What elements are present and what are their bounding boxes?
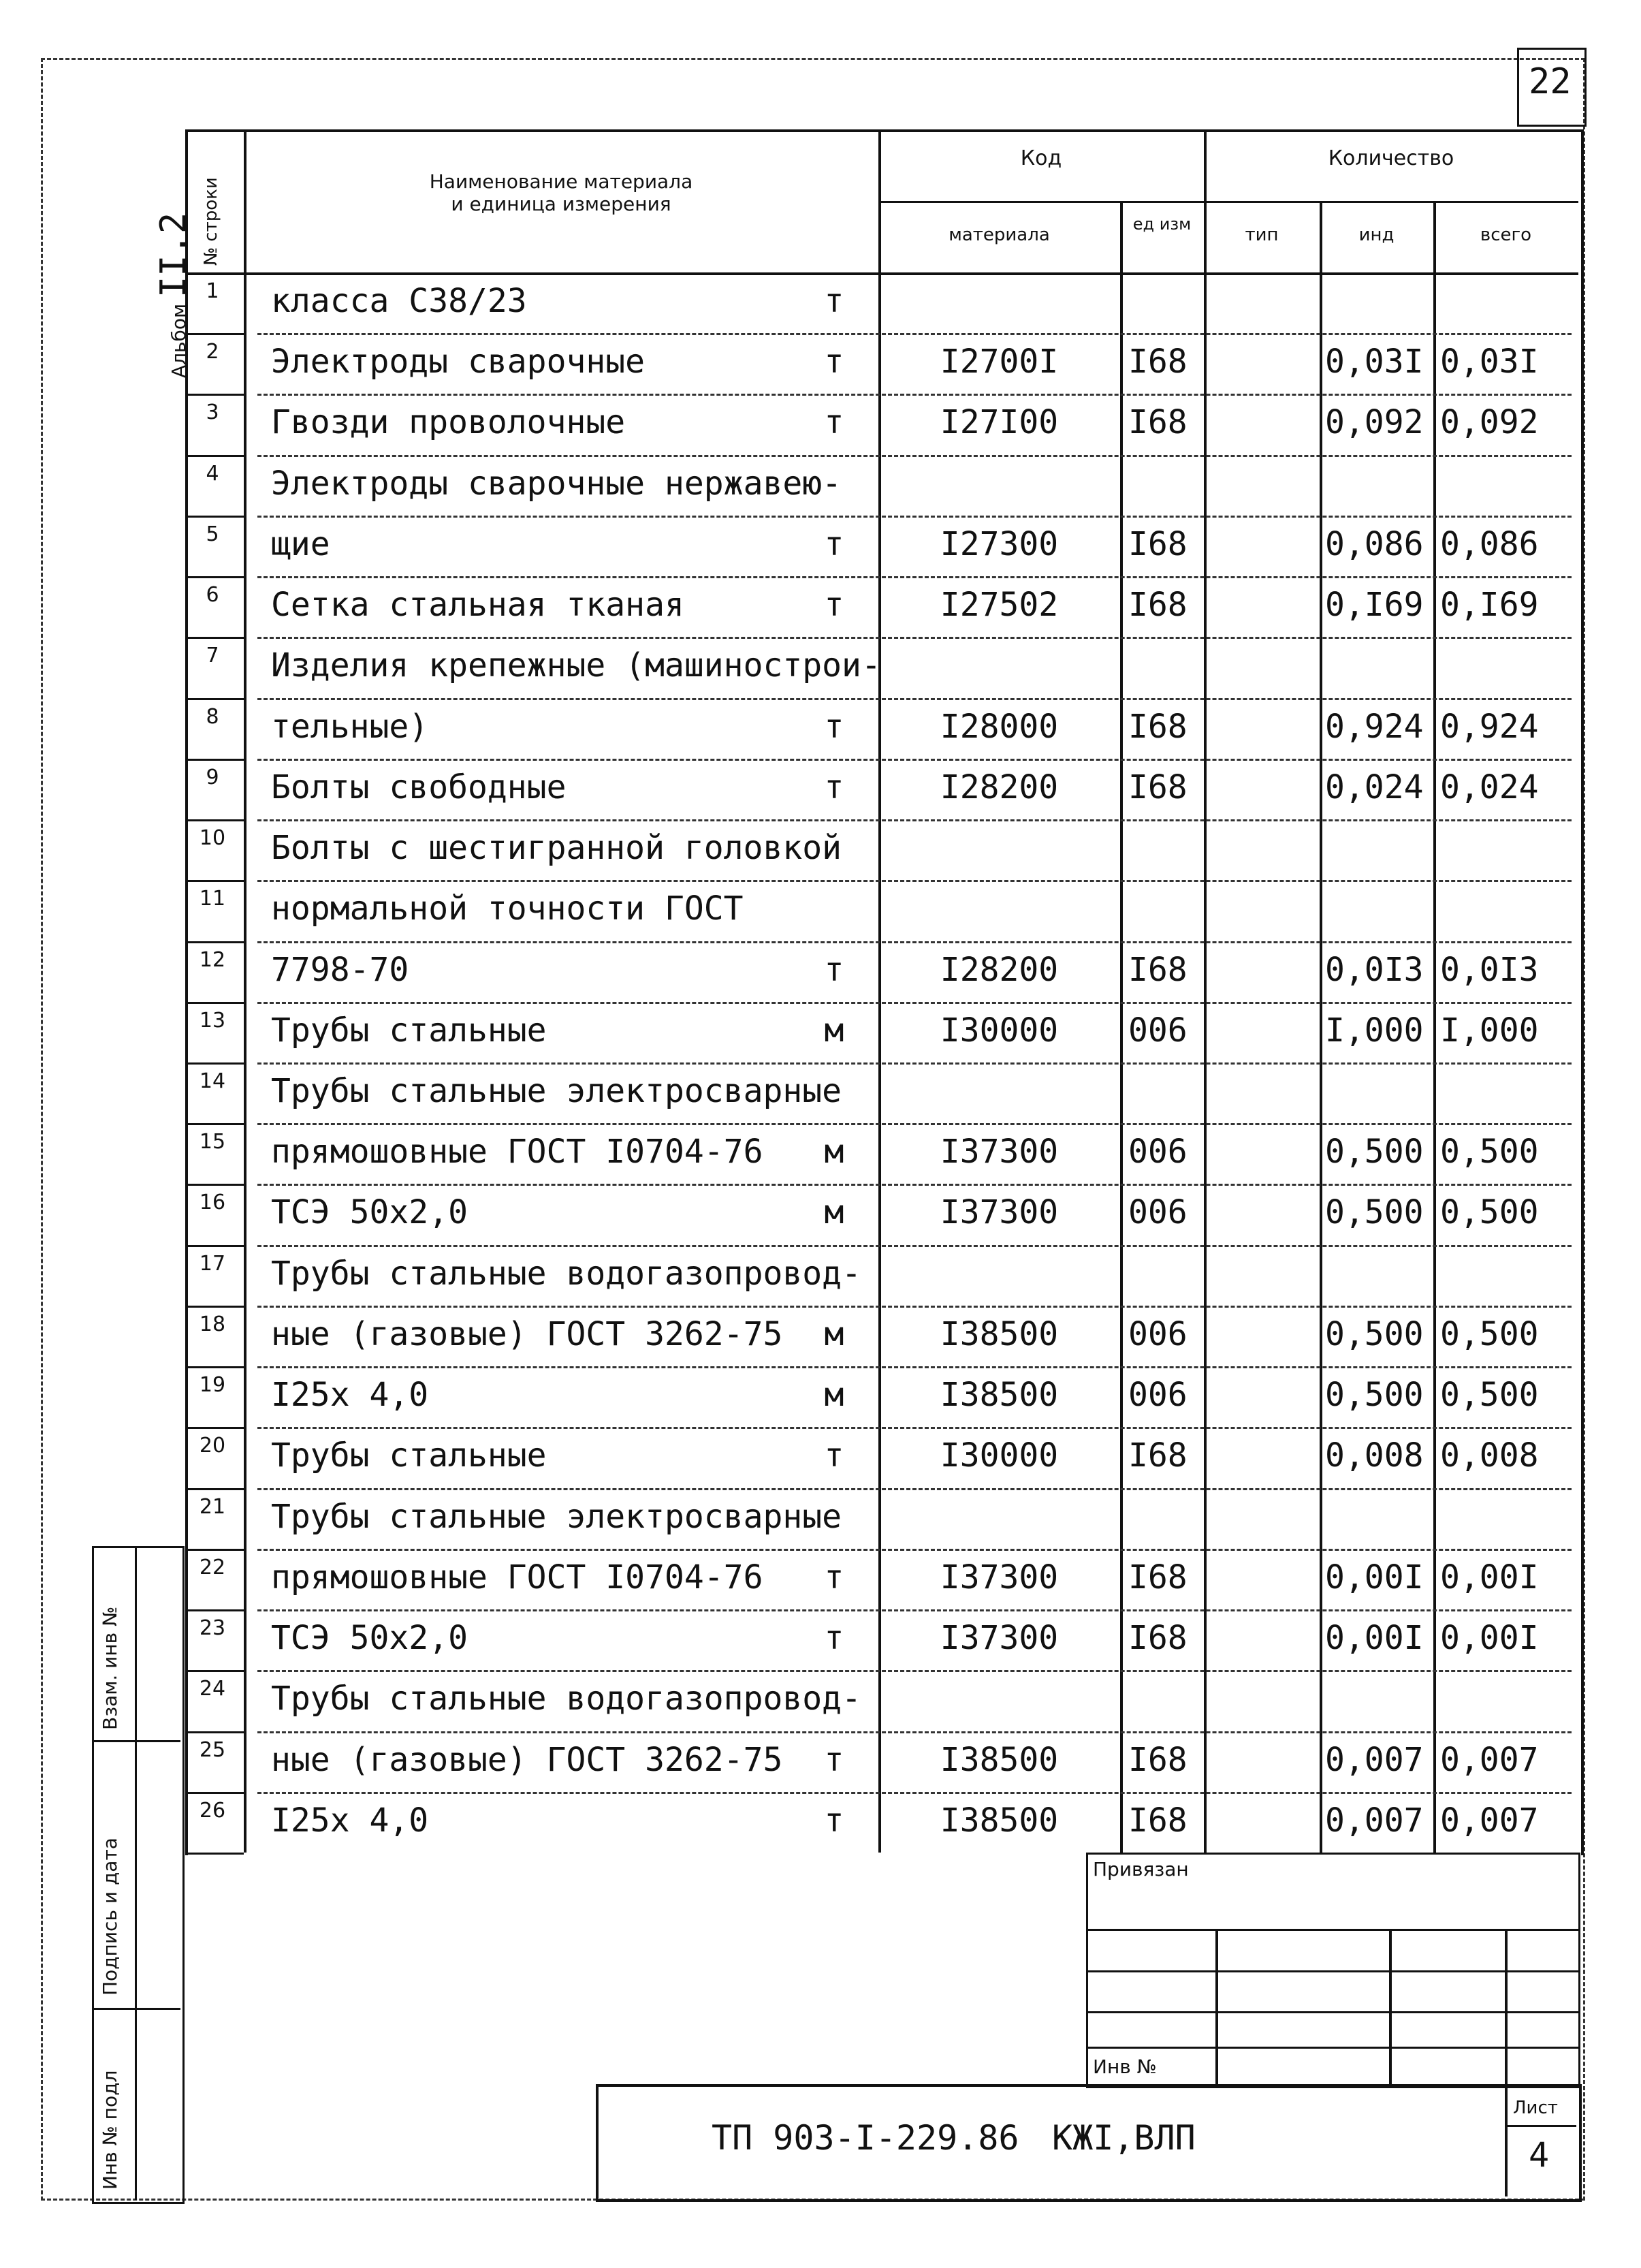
row-material-code: I38500: [940, 1376, 1059, 1415]
row-number: 2: [206, 340, 219, 364]
row-material-code: I38500: [940, 1801, 1059, 1840]
row-unit: т: [824, 403, 844, 442]
row-number: 25: [199, 1737, 226, 1762]
row-line: [257, 1609, 1572, 1611]
row-number: 20: [199, 1434, 226, 1458]
header-quantity: Количество: [1328, 146, 1454, 170]
row-name: Сетка стальная тканая: [271, 586, 684, 625]
row-name: прямошовные ГОСТ I0704-76: [271, 1558, 763, 1596]
row-material-code: I27502: [940, 586, 1059, 625]
row-unit: т: [824, 1558, 844, 1596]
row-line: [185, 1306, 244, 1308]
row-unit: м: [824, 1376, 844, 1415]
stamp-line: [1505, 1929, 1508, 2084]
row-line: [257, 1062, 1572, 1065]
row-line: [185, 394, 244, 396]
header-type: тип: [1245, 225, 1279, 245]
row-total-qty: 0,092: [1440, 403, 1539, 442]
row-material-code: I38500: [940, 1314, 1059, 1353]
row-unit-code: I68: [1128, 586, 1188, 625]
row-unit: м: [824, 1193, 844, 1232]
row-unit: т: [824, 343, 844, 381]
sheet-number: 4: [1529, 2135, 1550, 2175]
row-ind-qty: 0,008: [1325, 1436, 1424, 1475]
album-number: II.2: [153, 212, 194, 298]
row-number: 18: [199, 1312, 226, 1336]
row-number: 15: [199, 1130, 226, 1154]
row-name: Электроды сварочные: [271, 343, 646, 381]
column-line: [244, 129, 246, 1853]
row-line: [257, 819, 1572, 821]
row-name: Трубы стальные водогазопровод-: [271, 1680, 861, 1718]
row-ind-qty: 0,007: [1325, 1801, 1424, 1840]
row-line: [257, 576, 1572, 578]
row-line: [257, 333, 1572, 335]
header-name: Наименование материала и единица измерения: [429, 170, 693, 215]
row-line: [185, 1792, 244, 1794]
row-total-qty: 0,0I3: [1440, 950, 1539, 989]
column-line: [1320, 201, 1322, 1853]
row-line: [185, 516, 244, 518]
column-line: [1120, 201, 1123, 1853]
row-line: [257, 1123, 1572, 1125]
row-unit: т: [824, 768, 844, 806]
row-unit-code: 006: [1128, 1314, 1188, 1353]
row-material-code: I38500: [940, 1740, 1059, 1779]
sheet-label: Лист: [1513, 2098, 1558, 2118]
row-ind-qty: 0,092: [1325, 403, 1424, 442]
row-unit: т: [824, 950, 844, 989]
row-line: [257, 455, 1572, 457]
title-divider: [1505, 2084, 1508, 2196]
row-unit: т: [824, 586, 844, 625]
row-ind-qty: 0,I69: [1325, 586, 1424, 625]
row-line: [185, 1670, 244, 1672]
row-material-code: I30000: [940, 1436, 1059, 1475]
row-unit-code: I68: [1128, 1740, 1188, 1779]
row-total-qty: 0,007: [1440, 1740, 1539, 1779]
row-material-code: I37300: [940, 1619, 1059, 1658]
row-material-code: I37300: [940, 1193, 1059, 1232]
row-name: тельные): [271, 707, 429, 746]
row-total-qty: I,000: [1440, 1011, 1539, 1050]
row-name: прямошовные ГОСТ I0704-76: [271, 1133, 763, 1171]
row-line: [185, 1062, 244, 1065]
row-total-qty: 0,500: [1440, 1376, 1539, 1415]
row-unit: м: [824, 1011, 844, 1050]
row-total-qty: 0,03I: [1440, 343, 1539, 381]
row-ind-qty: 0,00I: [1325, 1619, 1424, 1658]
row-unit-code: I68: [1128, 1619, 1188, 1658]
row-material-code: I37300: [940, 1133, 1059, 1171]
row-line: [185, 1427, 244, 1429]
row-number: 22: [199, 1555, 226, 1579]
row-line: [257, 941, 1572, 943]
row-line: [257, 1488, 1572, 1490]
row-unit-code: 006: [1128, 1011, 1188, 1050]
row-total-qty: 0,024: [1440, 768, 1539, 806]
row-number: 14: [199, 1069, 226, 1093]
row-name: Болты с шестигранной головкой: [271, 829, 842, 868]
inv-no-label: Инв №: [1093, 2056, 1157, 2078]
side-stamp-line: [92, 2008, 180, 2010]
row-name: Трубы стальные электросварные: [271, 1497, 842, 1536]
row-line: [185, 759, 244, 761]
row-name: щие: [271, 524, 330, 563]
podpis-label: Подпись и дата: [99, 1838, 121, 1996]
row-line: [185, 1609, 244, 1611]
side-stamp-line: [135, 1546, 137, 2200]
inv-podl-label: Инв № подл: [99, 2070, 121, 2190]
row-unit: т: [824, 1740, 844, 1779]
row-total-qty: 0,924: [1440, 707, 1539, 746]
row-name: ные (газовые) ГОСТ 3262-75: [271, 1314, 783, 1353]
stamp-line: [1215, 1929, 1218, 2084]
row-number: 8: [206, 704, 219, 729]
row-material-code: I30000: [940, 1011, 1059, 1050]
row-unit-code: I68: [1128, 1436, 1188, 1475]
row-name: Электроды сварочные нержавею-: [271, 464, 842, 503]
row-number: 24: [199, 1677, 226, 1701]
row-unit: т: [824, 1801, 844, 1840]
row-line: [257, 516, 1572, 518]
row-unit-code: I68: [1128, 768, 1188, 806]
row-line: [257, 1549, 1572, 1551]
row-line: [257, 637, 1572, 639]
header-code: Код: [1020, 146, 1062, 170]
row-name: ные (газовые) ГОСТ 3262-75: [271, 1740, 783, 1779]
row-name: 7798-70: [271, 950, 409, 989]
row-number: 4: [206, 461, 219, 486]
row-unit: т: [824, 282, 844, 320]
row-name: нормальной точности ГОСТ: [271, 889, 744, 928]
row-unit-code: I68: [1128, 524, 1188, 563]
row-number: 1: [206, 279, 219, 303]
row-unit: т: [824, 1619, 844, 1658]
row-unit: м: [824, 1314, 844, 1353]
row-line: [185, 1853, 244, 1855]
row-line: [185, 1002, 244, 1004]
row-unit: м: [824, 1133, 844, 1171]
header-line: [878, 201, 1578, 203]
row-name: класса С38/23: [271, 282, 527, 320]
row-line: [185, 880, 244, 882]
row-line: [185, 819, 244, 821]
doc-code: ТП 903-I-229.86: [712, 2118, 1019, 2158]
row-unit-code: 006: [1128, 1133, 1188, 1171]
row-name: Трубы стальные водогазопровод-: [271, 1254, 861, 1293]
row-number: 11: [199, 887, 226, 911]
row-material-code: I28200: [940, 950, 1059, 989]
row-line: [257, 1670, 1572, 1672]
row-line: [185, 1245, 244, 1247]
row-line: [185, 941, 244, 943]
row-number: 7: [206, 644, 219, 668]
row-line: [185, 698, 244, 700]
row-ind-qty: 0,007: [1325, 1740, 1424, 1779]
row-material-code: I2700I: [940, 343, 1059, 381]
row-unit-code: I68: [1128, 403, 1188, 442]
row-line: [185, 1184, 244, 1186]
header-row-no: № строки: [201, 177, 221, 266]
row-ind-qty: 0,03I: [1325, 343, 1424, 381]
row-line: [185, 576, 244, 578]
row-name: Трубы стальные электросварные: [271, 1072, 842, 1110]
row-number: 5: [206, 522, 219, 546]
row-unit: т: [824, 1436, 844, 1475]
row-material-code: I28200: [940, 768, 1059, 806]
row-line: [257, 1366, 1572, 1368]
doc-mark: КЖI,ВЛП: [1052, 2118, 1196, 2158]
row-total-qty: 0,500: [1440, 1314, 1539, 1353]
row-line: [185, 1366, 244, 1368]
row-total-qty: 0,086: [1440, 524, 1539, 563]
title-divider: [1505, 2125, 1576, 2127]
row-ind-qty: 0,024: [1325, 768, 1424, 806]
row-ind-qty: 0,500: [1325, 1193, 1424, 1232]
header-total: всего: [1480, 225, 1532, 245]
row-number: 12: [199, 947, 226, 972]
row-number: 13: [199, 1008, 226, 1033]
row-material-code: I37300: [940, 1558, 1059, 1596]
row-line: [185, 455, 244, 457]
row-total-qty: 0,007: [1440, 1801, 1539, 1840]
row-ind-qty: 0,924: [1325, 707, 1424, 746]
row-name: Гвозди проволочные: [271, 403, 626, 442]
row-total-qty: 0,500: [1440, 1193, 1539, 1232]
row-line: [185, 1731, 244, 1733]
row-total-qty: 0,00I: [1440, 1619, 1539, 1658]
row-ind-qty: 0,086: [1325, 524, 1424, 563]
row-ind-qty: 0,500: [1325, 1314, 1424, 1353]
album-label-text: Альбом: [168, 303, 190, 378]
top-sheet-number: 22: [1529, 61, 1572, 102]
row-line: [185, 1123, 244, 1125]
row-number: 6: [206, 583, 219, 608]
header-line: [185, 272, 1578, 275]
row-line: [185, 1549, 244, 1551]
row-total-qty: 0,I69: [1440, 586, 1539, 625]
row-line: [257, 698, 1572, 700]
row-line: [257, 1184, 1572, 1186]
row-material-code: I28000: [940, 707, 1059, 746]
row-unit: т: [824, 524, 844, 563]
row-number: 23: [199, 1616, 226, 1641]
row-number: 16: [199, 1191, 226, 1215]
row-number: 19: [199, 1373, 226, 1398]
row-line: [257, 1427, 1572, 1429]
header-ind: инд: [1358, 225, 1395, 245]
row-number: 17: [199, 1251, 226, 1276]
row-name: ТСЭ 50х2,0: [271, 1193, 468, 1232]
row-line: [185, 637, 244, 639]
row-name: ТСЭ 50х2,0: [271, 1619, 468, 1658]
row-number: 9: [206, 765, 219, 789]
row-line: [185, 1488, 244, 1490]
row-total-qty: 0,00I: [1440, 1558, 1539, 1596]
row-line: [257, 1245, 1572, 1247]
row-material-code: I27300: [940, 524, 1059, 563]
row-total-qty: 0,008: [1440, 1436, 1539, 1475]
privyazan-label: Привязан: [1093, 1858, 1189, 1880]
row-ind-qty: I,000: [1325, 1011, 1424, 1050]
row-unit-code: I68: [1128, 950, 1188, 989]
row-unit-code: I68: [1128, 1801, 1188, 1840]
row-ind-qty: 0,0I3: [1325, 950, 1424, 989]
row-line: [257, 1731, 1572, 1733]
row-ind-qty: 0,500: [1325, 1376, 1424, 1415]
header-material: материала: [949, 225, 1050, 245]
row-unit-code: I68: [1128, 1558, 1188, 1596]
column-line: [1204, 129, 1207, 1853]
row-line: [185, 333, 244, 335]
row-number: 3: [206, 400, 219, 425]
row-unit-code: I68: [1128, 343, 1188, 381]
column-line: [1433, 201, 1436, 1853]
row-line: [257, 394, 1572, 396]
row-number: 26: [199, 1798, 226, 1823]
row-line: [257, 759, 1572, 761]
row-line: [257, 1306, 1572, 1308]
row-name: Болты свободные: [271, 768, 567, 806]
row-ind-qty: 0,00I: [1325, 1558, 1424, 1596]
side-stamp-line: [92, 1740, 180, 1742]
header-unit: ед изм: [1132, 215, 1192, 234]
row-unit-code: 006: [1128, 1376, 1188, 1415]
row-number: 10: [199, 826, 226, 851]
row-line: [257, 880, 1572, 882]
row-number: 21: [199, 1494, 226, 1519]
row-unit-code: 006: [1128, 1193, 1188, 1232]
row-unit: т: [824, 707, 844, 746]
row-unit-code: I68: [1128, 707, 1188, 746]
row-name: I25х 4,0: [271, 1376, 429, 1415]
row-line: [257, 1792, 1572, 1794]
row-ind-qty: 0,500: [1325, 1133, 1424, 1171]
row-line: [257, 1002, 1572, 1004]
vzam-inv-label: Взам. инв №: [99, 1606, 121, 1730]
row-material-code: I27I00: [940, 403, 1059, 442]
row-name: I25х 4,0: [271, 1801, 429, 1840]
row-name: Трубы стальные: [271, 1436, 547, 1475]
row-total-qty: 0,500: [1440, 1133, 1539, 1171]
stamp-line: [1389, 1929, 1392, 2084]
row-name: Изделия крепежные (машинострои-: [271, 646, 881, 685]
row-name: Трубы стальные: [271, 1011, 547, 1050]
